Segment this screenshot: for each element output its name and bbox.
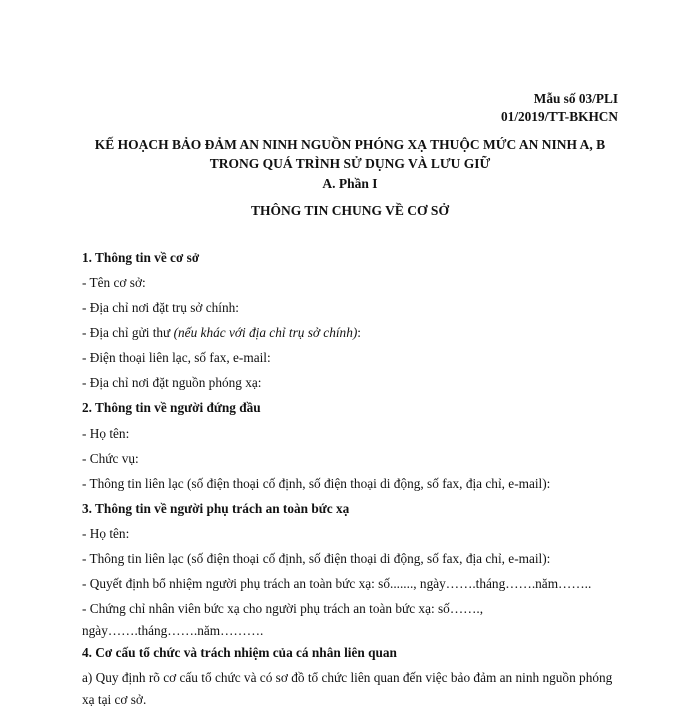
section-1-heading: 1. Thông tin về cơ sở bbox=[82, 250, 200, 265]
facility-name-field: - Tên cơ sở: bbox=[82, 275, 146, 290]
contact-field: - Điện thoại liên lạc, số fax, e-mail: bbox=[82, 350, 271, 365]
rso-certificate-field: - Chứng chỉ nhân viên bức xạ cho người phụ trách an toàn bức xạ: số……., ngày…….tháng…….năm………. bbox=[82, 601, 484, 638]
head-name-field: - Họ tên: bbox=[82, 426, 130, 441]
head-position-field: - Chức vụ: bbox=[82, 451, 139, 466]
part-label: A. Phần I bbox=[322, 176, 378, 191]
mail-address-note: (nếu khác với địa chỉ trụ sở chính) bbox=[173, 325, 358, 340]
mail-address-field bbox=[82, 325, 361, 341]
hq-address-field: - Địa chỉ nơi đặt trụ sở chính: bbox=[82, 300, 239, 315]
form-code-line-1: Mẫu số 03/PLI bbox=[533, 91, 618, 106]
section-4-item-a: a) Quy định rõ cơ cấu tổ chức và có sơ đồ tổ chức liên quan đến việc bảo đảm an ninh nguồn phóng xạ tại cơ sở. bbox=[82, 670, 613, 707]
mail-address-label: - Địa chỉ gửi thư bbox=[82, 325, 174, 340]
rso-name-field: - Họ tên: bbox=[82, 526, 130, 541]
form-code bbox=[501, 90, 618, 126]
part-title: THÔNG TIN CHUNG VỀ CƠ SỞ bbox=[251, 203, 449, 218]
document-title bbox=[70, 135, 630, 173]
mail-address-colon: : bbox=[357, 325, 361, 340]
rso-appointment-field: - Quyết định bổ nhiệm người phụ trách an toàn bức xạ: số......., ngày…….tháng…….năm…….. bbox=[82, 576, 592, 591]
source-address-field: - Địa chỉ nơi đặt nguồn phóng xạ: bbox=[82, 375, 262, 390]
section-2-heading: 2. Thông tin về người đứng đầu bbox=[82, 400, 261, 415]
rso-contact-field: - Thông tin liên lạc (số điện thoại cố định, số điện thoại di động, số fax, địa chỉ, e-mail): bbox=[82, 551, 551, 566]
document-title-line-1: KẾ HOẠCH BẢO ĐẢM AN NINH NGUỒN PHÓNG XẠ THUỘC MỨC AN NINH A, B bbox=[94, 137, 606, 152]
form-code-line-2: 01/2019/TT-BKHCN bbox=[501, 109, 618, 124]
section-3-heading: 3. Thông tin về người phụ trách an toàn bức xạ bbox=[82, 501, 350, 516]
head-contact-field: - Thông tin liên lạc (số điện thoại cố định, số điện thoại di động, số fax, địa chỉ, e-mail): bbox=[82, 476, 551, 491]
document-title-line-2: TRONG QUÁ TRÌNH SỬ DỤNG VÀ LƯU GIỮ bbox=[209, 156, 491, 171]
section-4-heading: 4. Cơ cấu tổ chức và trách nhiệm của cá nhân liên quan bbox=[82, 645, 397, 660]
